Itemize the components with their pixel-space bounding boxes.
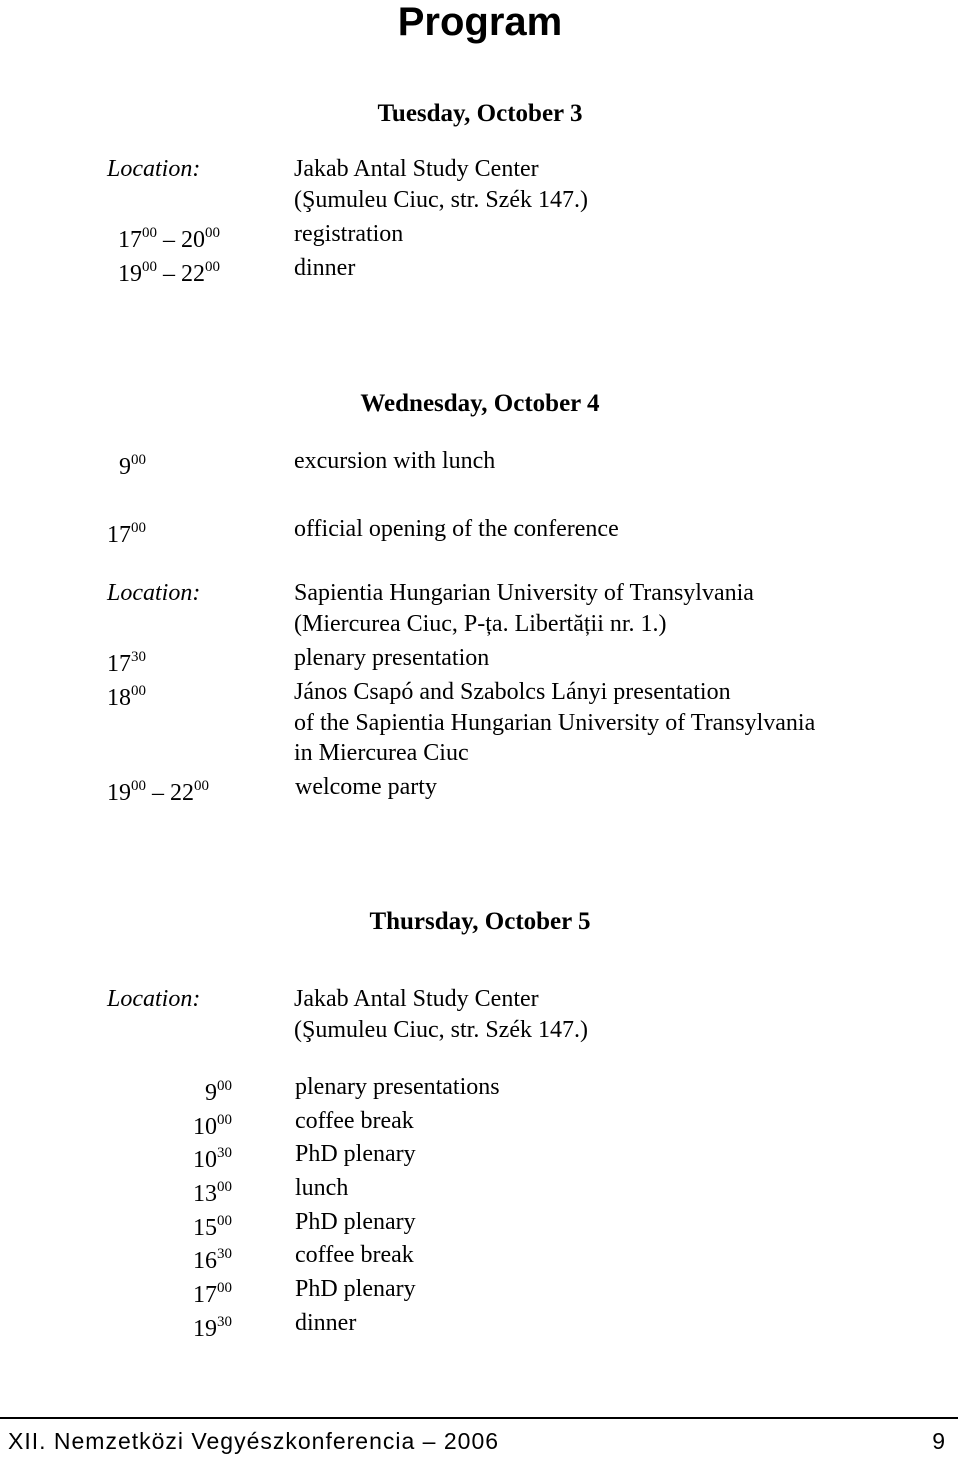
footer-divider [0,1417,958,1419]
thursday-time: $17^{00}$ [193,1280,232,1308]
wednesday-heading: Wednesday, October 4 [360,390,600,417]
wednesday-plenary-text: plenary presentation [294,645,490,671]
thursday-item-text: PhD plenary [295,1141,416,1167]
thursday-time: $15^{00}$ [193,1213,232,1241]
tuesday-location-label: Location: [107,156,201,182]
wednesday-plenary-time: $17^{30}$ [107,649,146,677]
thursday-location-line2: (Şumuleu Ciuc, str. Szék 147.) [294,1017,588,1043]
thursday-item-text: PhD plenary [295,1209,416,1235]
wednesday-opening-time: $17^{00}$ [107,520,146,548]
tuesday-heading: Tuesday, October 3 [377,100,583,127]
thursday-time: $10^{30}$ [193,1145,232,1173]
page-title: Program [397,0,563,44]
footer-text: XII. Nemzetközi Vegyészkonferencia – 2006 [8,1428,500,1454]
wednesday-presentation-line1: János Csapó and Szabolcs Lányi presentation [294,679,731,705]
tuesday-time-range: $17^{00} - 20^{00}$ [118,225,220,253]
thursday-heading: Thursday, October 5 [369,908,591,935]
wednesday-party-time: $19^{00} - 22^{00}$ [107,778,209,806]
thursday-time: $10^{00}$ [193,1112,232,1140]
tuesday-location-line1: Jakab Antal Study Center [294,156,539,182]
tuesday-item-text: dinner [294,255,356,281]
thursday-time: $19^{30}$ [193,1314,232,1342]
wednesday-location-label: Location: [107,580,201,606]
thursday-item-text: coffee break [295,1108,414,1134]
wednesday-presentation-time: $18^{00}$ [107,683,146,711]
tuesday-location-line2: (Şumuleu Ciuc, str. Szék 147.) [294,187,588,213]
page-number: 9 [932,1428,946,1454]
thursday-time: $13^{00}$ [193,1179,232,1207]
wednesday-location-line1: Sapientia Hungarian University of Transylvania [294,580,754,606]
thursday-time: $9^{00}$ [205,1078,232,1106]
thursday-item-text: PhD plenary [295,1276,416,1302]
wednesday-presentation-line3: in Miercurea Ciuc [294,740,469,766]
wednesday-excursion-time: $9^{00}$ [119,452,146,480]
tuesday-time-range: $19^{00} - 22^{00}$ [118,259,220,287]
wednesday-presentation-line2: of the Sapientia Hungarian University of Transylvania [294,710,816,736]
thursday-item-text: dinner [295,1310,357,1336]
wednesday-opening-text: official opening of the conference [294,516,619,542]
thursday-time: $16^{30}$ [193,1246,232,1274]
wednesday-excursion-text: excursion with lunch [294,448,496,474]
wednesday-party-text: welcome party [295,774,437,800]
thursday-location-line1: Jakab Antal Study Center [294,986,539,1012]
thursday-item-text: lunch [295,1175,349,1201]
thursday-item-text: plenary presentations [295,1074,500,1100]
thursday-item-text: coffee break [295,1242,414,1268]
tuesday-item-text: registration [294,221,404,247]
wednesday-location-line2: (Miercurea Ciuc, P-ța. Libertății nr. 1.) [294,611,667,637]
thursday-location-label: Location: [107,986,201,1012]
